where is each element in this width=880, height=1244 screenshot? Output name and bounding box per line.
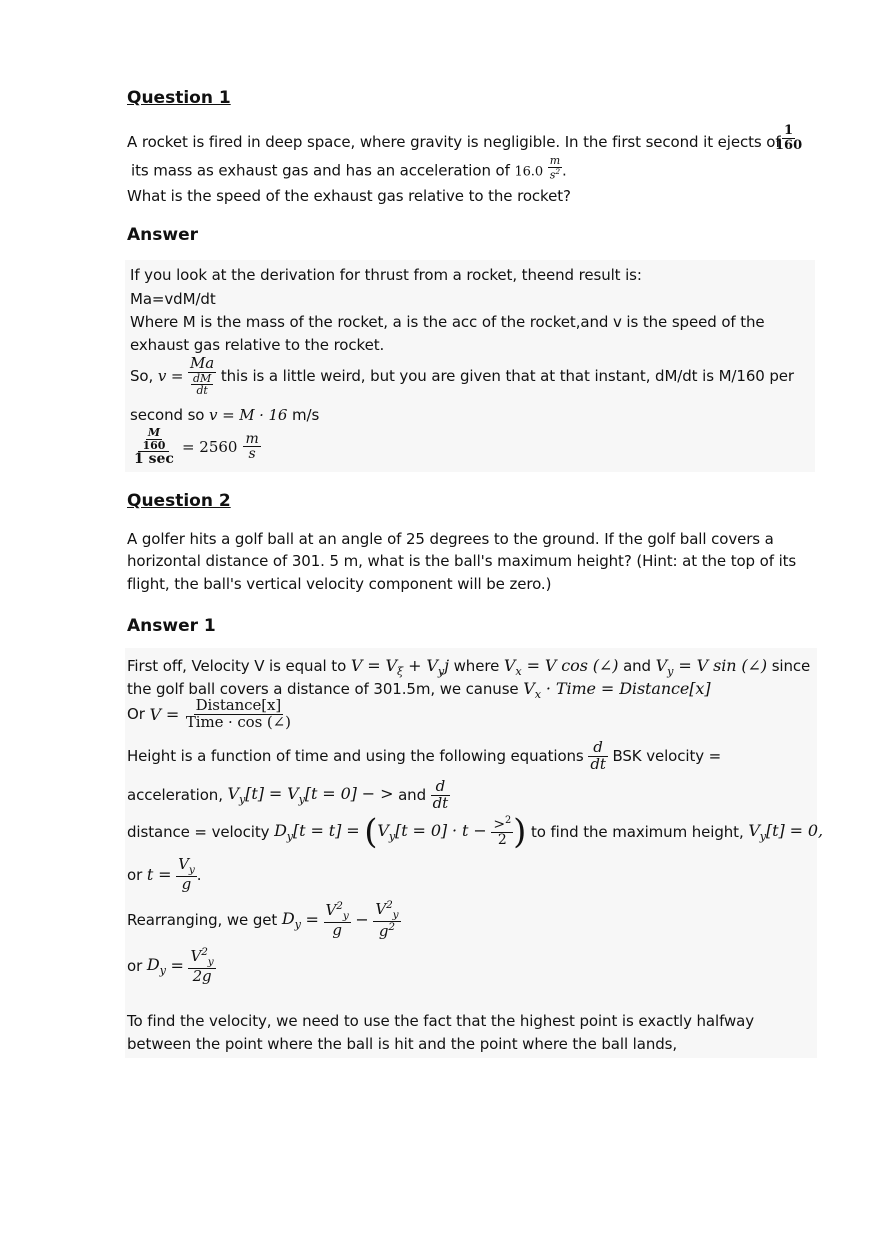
a2-l1-m3-sub: y (667, 665, 674, 679)
question-1-line-1 (127, 133, 781, 151)
a2-l3-den: Time · cos (∠) (185, 712, 291, 731)
a2-l2-a: the golf ball covers a distance of 301.5m, we canuse (127, 680, 519, 698)
a2-l1-m2-sub: x (515, 665, 522, 679)
a1-final-fraction (132, 427, 176, 467)
a2-l8-m-sub: y (294, 917, 301, 931)
a2-l9-m: D (146, 954, 160, 974)
question-1-heading: Question 1 (127, 88, 231, 108)
a1-so-suffix: this is a little weird, but you are given that at that instant, dM/dt is M/160 per (220, 367, 794, 386)
q2-line-2: horizontal distance of 301. 5 m, what is the ball's maximum height? (Hint: at the top of its (127, 552, 797, 570)
a2-l9-m-sub: y (159, 963, 166, 977)
a2-l1-c: and (623, 657, 651, 675)
a2-line-1 (127, 656, 810, 678)
a2-l7-den: g (181, 875, 192, 894)
a2-line-3 (127, 698, 293, 731)
a2-line-9 (127, 947, 216, 985)
a2-l6-a: distance = velocity (127, 823, 270, 841)
a1-final-eq (132, 427, 261, 467)
q1-frac-den: 160 (775, 137, 803, 153)
a2-l6-frac-sup: 2 (504, 814, 512, 826)
a2-line-4 (127, 740, 721, 773)
a2-l5-m2: [t] = V (245, 784, 299, 804)
a1-final-unit-den: s (248, 446, 256, 463)
a2-l5-num: d (435, 777, 446, 795)
a1-final-num-den: 160 (142, 438, 166, 452)
a2-l1-m3b: = V sin (∠) (678, 656, 768, 675)
a2-line-5 (127, 779, 450, 812)
a1-dt: dt (196, 384, 208, 398)
a2-l8-m: D (281, 908, 295, 928)
a2-l7-num: V (178, 855, 189, 873)
a2-l9-num-sup: 2 (201, 946, 208, 958)
a2-l6-paren-sub: y (388, 830, 396, 844)
a2-l8-f1-den: g (332, 921, 342, 940)
q1-frac-num: 1 (784, 123, 794, 138)
a2-l8-minus: − (355, 910, 369, 930)
a2-line-10: To find the velocity, we need to use the fact that the highest point is exactly halfway (127, 1012, 755, 1030)
a2-l4-b: BSK velocity = (612, 747, 722, 766)
a1-line-4: exhaust gas relative to the rocket. (130, 336, 385, 354)
a2-l9-fraction (188, 947, 215, 985)
q1-accel-value: 16.0 (514, 164, 544, 180)
a2-l1-m3: V (655, 656, 668, 675)
a2-line-6 (127, 812, 823, 852)
a1-line-2: Ma=vdM/dt (130, 290, 216, 308)
q2-line-3: flight, the ball's vertical velocity component will be zero.) (127, 575, 552, 593)
a2-l8-f1-num: V (325, 901, 337, 919)
a2-l2-m: V (523, 679, 535, 698)
a2-l8-f2-den-sup: 2 (388, 921, 395, 934)
a1-dm: dM (193, 371, 212, 385)
a2-l4-fraction (588, 740, 607, 773)
a2-l8-fraction-1 (324, 901, 351, 939)
a2-l2-m2: · Time = Distance[x] (545, 679, 711, 698)
a2-l6-frac-den: 2 (497, 832, 507, 849)
a2-l8-a: Rearranging, we get (127, 910, 278, 929)
a1-final-num (138, 427, 169, 452)
a2-l5-m3: [t = 0] − > (304, 784, 394, 804)
a1-frac-den (189, 373, 215, 397)
a2-l6-m: D (274, 820, 287, 840)
a2-l5-m: V (227, 784, 240, 804)
question-1-line-3: What is the speed of the exhaust gas relative to the rocket? (127, 187, 571, 205)
a2-l1-m1b: + V (408, 656, 438, 675)
a2-l8-f1-sub: y (342, 910, 349, 922)
a2-l1-d: since (771, 657, 811, 675)
a2-line-11: between the point where the ball is hit and the point where the ball lands, (127, 1035, 678, 1053)
a2-l9-den: 2g (192, 967, 212, 986)
a2-l5-m-sub: y (239, 793, 246, 807)
a1-v-eq: v = (157, 367, 184, 386)
a2-l1-m2b: = V cos (∠) (526, 656, 619, 675)
answer-1-heading: Answer (127, 225, 198, 245)
a2-l3-fraction (184, 698, 293, 731)
a1-frac-num: Ma (190, 354, 215, 372)
a2-l6-lparen: ( (364, 812, 378, 852)
a1-so-prefix: So, (130, 367, 154, 386)
a2-l3-m: V = (149, 704, 180, 724)
a2-l9-a: or (127, 956, 143, 975)
q1-text-1: A rocket is fired in deep space, where gravity is negligible. In the first second it ejects of (127, 133, 781, 151)
a2-l3-a: Or (127, 705, 145, 724)
q1-text-2: its mass as exhaust gas and has an acceleration of (131, 161, 510, 180)
question-1-line-2: its mass as exhaust gas and has an acceleration of 16.0 $\frac{m}{s^2}$ . (131, 154, 567, 182)
a2-l1-a: First off, Velocity V is equal to (127, 657, 347, 675)
a2-l1-m1b-sub: y (437, 665, 445, 679)
a2-l8-f2-sub: y (392, 909, 399, 921)
a2-l8-f2-sup: 2 (386, 899, 393, 911)
a1-line-6 (130, 406, 319, 424)
a1-line-1: If you look at the derivation for thrust from a rocket, theend result is: (130, 266, 642, 284)
question-2-heading: Question 2 (127, 491, 231, 511)
a2-l7-num-sub: y (188, 864, 195, 876)
a2-l8-f1-sup: 2 (336, 900, 343, 912)
a1-final-num-num: M (147, 426, 161, 439)
a2-l6-m2: [t = t] = (293, 820, 360, 840)
a2-l8-eq: = (305, 910, 319, 930)
a2-l4-num: d (593, 738, 603, 756)
a2-l8-f2-num: V (375, 900, 387, 918)
a1-final-unit (243, 432, 260, 462)
a2-l1-m1c: j (444, 656, 449, 675)
a2-l5-fraction (431, 779, 450, 812)
a2-l6-m3-sub: y (759, 830, 767, 844)
answer-2-heading: Answer 1 (127, 616, 216, 636)
a1-l6-math: v = M · 16 (209, 406, 288, 424)
a2-l6-m-sub: y (286, 830, 294, 844)
a2-l6-rparen: ) (513, 812, 527, 852)
a2-l6-paren-b: [t = 0] · t − (395, 820, 487, 840)
a2-l7-m: t = (146, 865, 172, 885)
a2-l6-m4: [t] = 0, (766, 820, 823, 840)
a2-l9-eq: = (170, 956, 184, 976)
a2-l5-b: and (398, 786, 426, 805)
a1-line-3: Where M is the mass of the rocket, a is the acc of the rocket,and v is the speed of the (130, 313, 765, 331)
a2-l6-frac-num: > (493, 816, 505, 833)
a2-l5-den: dt (432, 793, 449, 812)
a2-line-7: or t = $\frac{V_y}{g}$ . (127, 855, 202, 894)
a1-v-fraction (188, 356, 216, 397)
a2-l6-paren-a: V (377, 820, 389, 840)
a1-l6-prefix: second so (130, 406, 205, 424)
a2-l9-num-sub: y (207, 956, 214, 968)
a2-l7-fraction (176, 857, 197, 893)
a2-line-8 (127, 900, 401, 940)
a2-l1-b: where (453, 657, 500, 675)
a2-l1-m1-sub: ξ (397, 665, 404, 679)
a1-final-den: 1 sec (134, 451, 174, 468)
a2-l4-a: Height is a function of time and using the following equations (127, 747, 584, 766)
a2-l8-fraction-2 (373, 900, 400, 940)
q1-fraction (773, 124, 804, 152)
a2-l6-fraction (491, 816, 513, 848)
a2-l7-a: or (127, 865, 143, 884)
a1-final-unit-num: m (245, 430, 259, 447)
a2-l1-m2: V (503, 656, 516, 675)
a1-line-5 (130, 356, 794, 397)
a2-l1-m1: V = V (350, 656, 398, 675)
a2-l9-num: V (190, 947, 202, 965)
a1-final-value: = 2560 (181, 437, 238, 456)
q2-line-1: A golfer hits a golf ball at an angle of 25 degrees to the ground. If the golf ball covers a (127, 530, 774, 548)
q1-unit-num: m (549, 154, 561, 167)
a1-l6-unit: m/s (292, 406, 320, 424)
a2-l5-m2-sub: y (298, 793, 305, 807)
a2-l4-den: dt (590, 754, 606, 773)
a2-l8-f2-den: g (378, 922, 389, 941)
q1-unit-den: s (549, 168, 556, 182)
a2-l2-m-sub: x (534, 688, 541, 702)
q1-unit-exp: 2 (555, 166, 561, 176)
a2-l6-m3: V (748, 820, 760, 840)
a2-l5-a: acceleration, (127, 786, 223, 805)
a2-l3-num: Distance[x] (195, 696, 282, 714)
a2-l6-b: to find the maximum height, (530, 823, 744, 841)
q1-accel-unit (548, 155, 562, 181)
